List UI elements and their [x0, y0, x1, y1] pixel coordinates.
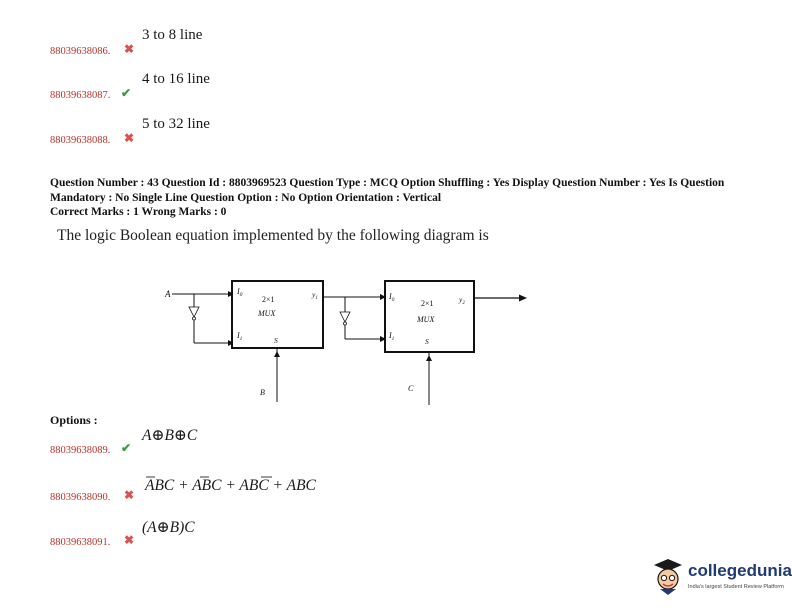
option-equation: (A⊕B)C [142, 519, 195, 536]
option-id: 88039638091. [50, 537, 111, 548]
mux1-out-label: $y_1$ [312, 290, 318, 301]
arrowhead [274, 351, 280, 357]
wrong-mark-icon: ✖ [124, 42, 135, 56]
check-mark-icon: ✔ [121, 441, 132, 455]
select-b-label: B [260, 388, 265, 397]
mux1-sel-label: S [274, 336, 278, 345]
mux2-size-label: 2×1 [421, 299, 434, 308]
option-id: 88039638087. [50, 90, 111, 101]
wrong-mark-icon: ✖ [124, 131, 135, 145]
brand-tagline: India's largest Student Review Platform [688, 584, 784, 590]
overbars [145, 474, 315, 482]
select-c-label: C [408, 384, 414, 393]
option-id: 88039638088. [50, 135, 111, 146]
option-text: 5 to 32 line [142, 116, 210, 132]
question-meta-line: Question Number : 43 Question Id : 8803969523 Question Type : MCQ Option Shuffling : Yes Display Question Number : Yes Is Question Mandatory : No Single Line Question Option : No Option Orientation : Vertical [50, 177, 725, 204]
options-label: Options : [50, 413, 98, 427]
option-equation-text: ABC + ABC + ABC + ABC [145, 477, 316, 494]
option-id: 88039638089. [50, 445, 111, 456]
mux1-size-label: 2×1 [262, 295, 275, 304]
wrong-mark-icon: ✖ [124, 488, 135, 502]
mux1-i1-label: $I_1$ [237, 331, 243, 342]
mux2-i0-label: $I_0$ [389, 292, 395, 303]
question-marks: Correct Marks : 1 Wrong Marks : 0 [50, 206, 227, 218]
option-text: 4 to 16 line [142, 71, 210, 87]
mux2-i1-label: $I_1$ [389, 331, 395, 342]
not-gate-2 [340, 312, 350, 322]
input-a-label: A [165, 289, 171, 299]
mux1-name-label: MUX [258, 309, 276, 318]
mux2-sel-label: S [425, 337, 429, 346]
mux1-i0-label: $I_0$ [237, 287, 243, 298]
option-id: 88039638086. [50, 46, 111, 57]
arrowhead [519, 295, 527, 302]
brand-name: collegedunia [688, 561, 792, 580]
option-equation: A⊕B⊕C [142, 427, 198, 444]
mux2-name-label: MUX [417, 315, 435, 324]
collegedunia-logo [648, 555, 792, 600]
not-gate-1 [189, 307, 199, 317]
option-id: 88039638090. [50, 492, 111, 503]
option-text: 3 to 8 line [142, 27, 203, 43]
check-mark-icon: ✔ [121, 86, 132, 100]
wrong-mark-icon: ✖ [124, 533, 135, 547]
mascot-icon [650, 557, 686, 597]
option-equation [145, 477, 316, 495]
arrowhead [426, 355, 432, 361]
mux2-out-label: $y_2$ [459, 295, 465, 306]
question-text: The logic Boolean equation implemented by the following diagram is [57, 227, 489, 244]
